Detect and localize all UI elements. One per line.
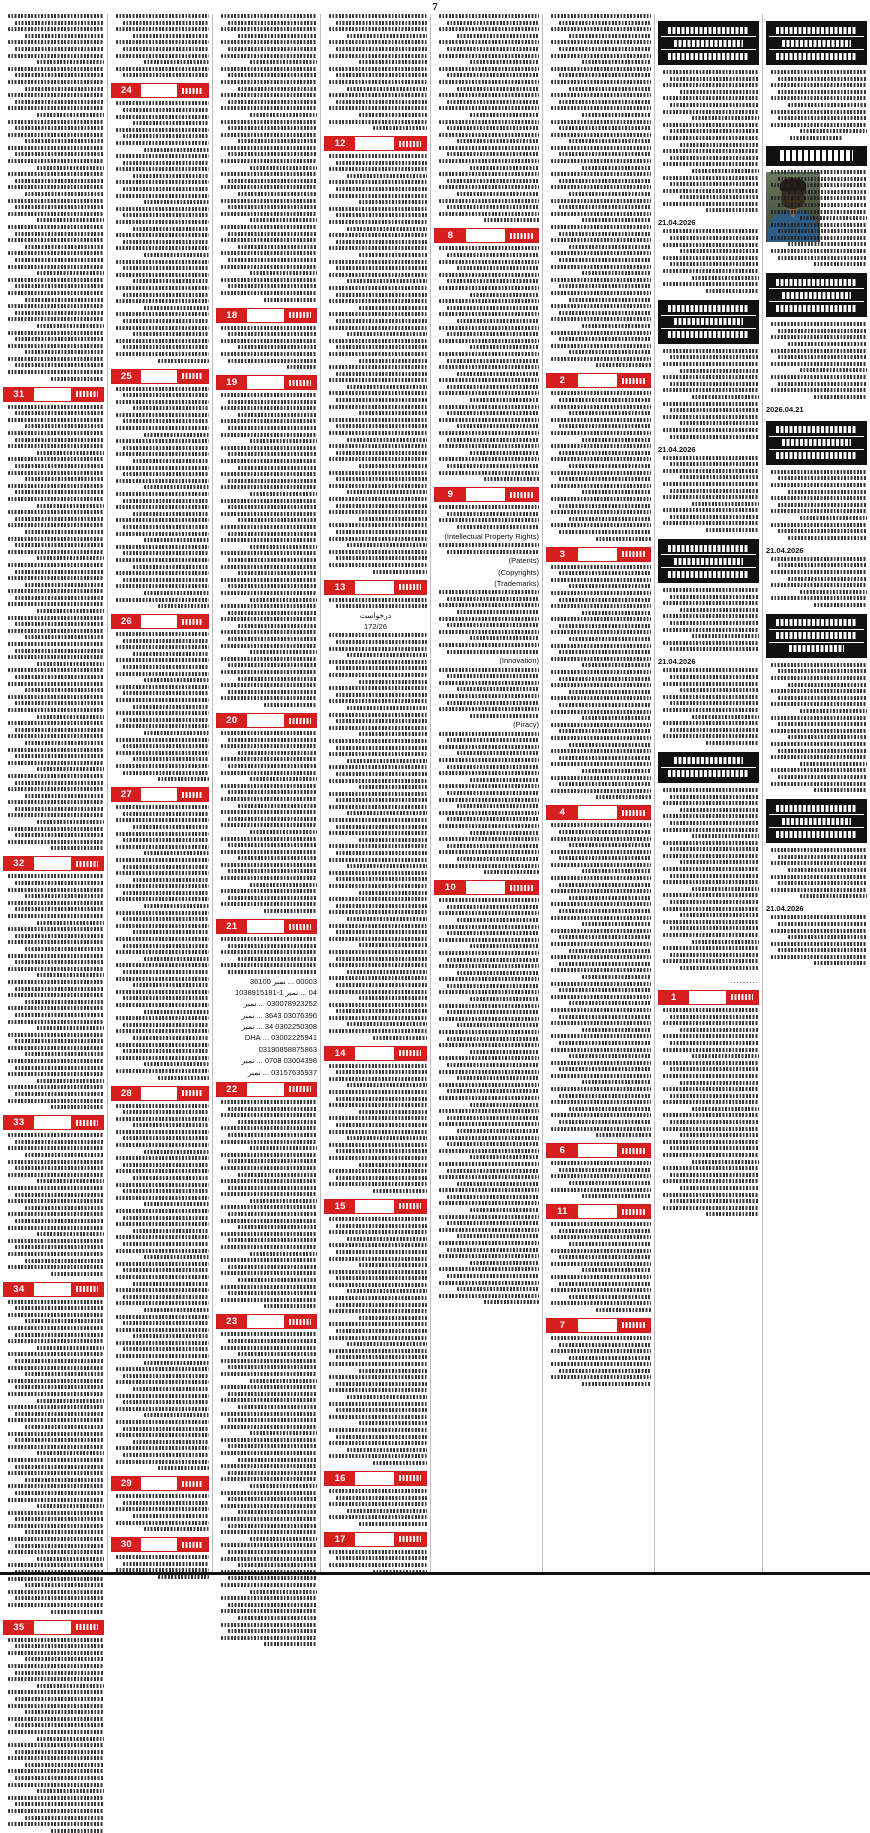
ad-11-header[interactable] [546,1204,651,1219]
ad-21-account-3: 03076396 3643 ... نمبر [241,1010,317,1020]
notice-2-date: 21.04.2026 [766,545,804,555]
ad-7-number: 7 [547,1319,578,1332]
news-lead-col3 [546,14,651,367]
ad-28-number: 28 [112,1087,141,1100]
ad-19-header[interactable] [216,375,317,390]
ad-8-number: 8 [435,229,466,242]
court-header-adlr [658,752,759,783]
ad-26-header[interactable] [111,614,209,629]
ad-27-body [111,805,209,1079]
ad-14-header[interactable] [324,1046,427,1061]
ad-28-tag [177,1087,208,1100]
notice-badar-sultan-6 [658,588,759,651]
ipr-term-2: (Patents) [508,556,539,566]
ad-29-tag [177,1477,208,1490]
ad-4-header[interactable] [546,805,651,820]
notice-adlr-closing: ......... [729,975,759,985]
ad-29-body [111,1494,209,1531]
ad-16-header[interactable] [324,1471,427,1486]
court-header-badar-sultan-1 [766,273,867,317]
notice-6-tail [658,668,759,745]
notice-badar-sultan-5 [658,349,759,439]
ad-9-header[interactable] [434,487,539,502]
news-lead-col5 [324,14,427,130]
ad-25-header[interactable] [111,369,209,384]
notice-1-date: 2026.04.21 [766,404,804,414]
notice-rafia-qureshi [766,70,867,140]
ad-34-header[interactable] [3,1282,104,1297]
ad-17-number: 17 [325,1533,355,1546]
notice-2-tail [766,557,867,607]
ad-16-number: 16 [325,1472,355,1485]
ad-32-body [3,874,104,1109]
ad-10-header[interactable] [434,880,539,895]
ad-21-account-6: 03190858875863 [258,1044,317,1054]
notice-4-date: 21.04.2026 [658,218,696,228]
ad-9-tag [505,488,538,501]
ad-31-body [3,405,104,851]
column-1 [763,14,870,1575]
ad-21-account-5: 03002225941 ... DHA [244,1033,317,1043]
ad-13-header[interactable] [324,580,427,595]
ad-26-body [111,632,209,781]
notice-adlr [658,788,759,970]
ad-17-body [324,1550,427,1574]
ad-18-header[interactable] [216,308,317,323]
ad-32-tag [71,857,103,870]
ad-13-darkhwast-label: درخواست [359,610,392,620]
ad-22-body [216,1100,317,1308]
notice-6-date: 21.04.2026 [658,657,696,667]
ad-30-number: 30 [112,1538,141,1551]
ad-3-tag [617,548,650,561]
ad-24-number: 24 [112,84,141,97]
notice-5-tail [658,456,759,533]
ad-24-body [111,101,209,362]
ad-12-header[interactable] [324,136,427,151]
page-bottom-rule [0,1572,870,1575]
notice-badar-sultan-3 [766,848,867,898]
ad-20-tag [284,714,316,727]
ad-2-body [546,391,651,540]
ad-34-body [3,1300,104,1614]
ad-34-number: 34 [4,1283,34,1296]
column-6 [213,14,321,1575]
ad-6-header[interactable] [546,1143,651,1158]
ad-24-tag [177,84,208,97]
ad-14-number: 14 [325,1047,355,1060]
ad-21-header[interactable] [216,919,317,934]
ad-9-body-b [434,590,539,653]
notice-4-tail [658,229,759,292]
ad-1-body [658,1008,759,1216]
ad-11-number: 11 [547,1205,578,1218]
ad-3-number: 3 [547,548,578,561]
ad-27-tag [177,788,208,801]
ad-34-tag [71,1283,103,1296]
ad-6-body [546,1161,651,1198]
ad-6-number: 6 [547,1144,578,1157]
ad-30-body [111,1555,209,1579]
ad-4-tag [617,806,650,819]
ad-14-tag [394,1047,426,1060]
ad-18-number: 18 [217,309,247,322]
news-lead-col7 [111,14,209,77]
ad-16-tag [394,1472,426,1485]
ad-10-tag [505,881,538,894]
ad-3-header[interactable] [546,547,651,562]
ad-21-account-4: 0302250308 34 ... نمبر [241,1022,317,1032]
ad-19-body [216,393,317,707]
news-lead-col4 [434,14,539,222]
ad-7-header[interactable] [546,1318,651,1333]
ad-2-number: 2 [547,374,578,387]
ad-13-body [324,633,427,1039]
court-header-badar-sultan-5 [658,300,759,344]
ad-15-header[interactable] [324,1199,427,1214]
ad-7-tag [617,1319,650,1332]
ad-27-number: 27 [112,788,141,801]
ad-13-tag [394,581,426,594]
ipr-term-6: (Innovation) [499,656,539,666]
ad-9-body-a [434,543,539,554]
ad-22-tag [284,1083,316,1096]
ad-21-account-0: 00003 ... نمبر 36100 [249,976,317,986]
ad-9-body-c [434,668,539,718]
notice-badar-sultan-2 [766,470,867,540]
ad-31-header[interactable] [3,387,104,402]
ad-8-header[interactable] [434,228,539,243]
ad-3-body [546,565,651,800]
ad-30-header[interactable] [111,1537,209,1552]
notice-5-date: 21.04.2026 [658,444,696,454]
ad-29-number: 29 [112,1477,141,1490]
ad-2-tag [617,374,650,387]
ad-24-header[interactable] [111,83,209,98]
ad-10-body [434,898,539,1304]
ad-19-number: 19 [217,376,247,389]
notice-badar-sultan-1 [766,322,867,399]
disownment-notice-with-photo [766,170,867,266]
ad-12-tag [394,137,426,150]
ad-21-account-1: 04 ... نمبر 1-1038915181 [234,987,317,997]
column-grid [0,14,870,1633]
ad-17-tag [394,1533,426,1546]
ad-10-number: 10 [435,881,466,894]
ad-28-header[interactable] [111,1086,209,1101]
ad-8-tag [505,229,538,242]
ad-32-header[interactable] [3,856,104,871]
ad-1-tag [726,991,758,1004]
ad-7-body [546,1336,651,1386]
ad-21-body-top [216,937,317,974]
ad-16-body [324,1489,427,1526]
ad-2-header[interactable] [546,373,651,388]
news-lead-col8 [3,14,104,381]
column-5 [321,14,431,1575]
banner-aaq-nama-text [780,150,853,161]
ad-33-header[interactable] [3,1115,104,1130]
ad-33-number: 33 [4,1116,34,1129]
column-3 [543,14,655,1575]
ad-19-tag [284,376,316,389]
court-header-badar-sultan-6 [658,539,759,583]
ad-33-body [3,1133,104,1275]
ad-1-header[interactable] [658,990,759,1005]
ad-21-account-7: 03004398 0708 ... نمبر [241,1056,317,1066]
ad-15-tag [394,1200,426,1213]
ad-12-body [324,154,427,573]
page-number: 7 [432,1,438,13]
ad-20-body [216,731,317,913]
ad-22-number: 22 [217,1083,247,1096]
ad-21-tag [284,920,316,933]
ad-13-case-no: 172/26 [364,622,387,632]
ad-18-body [216,326,317,370]
ad-31-tag [71,388,103,401]
court-header-badar-sultan-4 [658,21,759,65]
notice-3-tail [766,915,867,965]
ad-30-tag [177,1538,208,1551]
ad-25-body [111,387,209,609]
ad-25-number: 25 [112,370,141,383]
column-7 [108,14,213,1575]
ad-9-body-d [434,732,539,874]
ad-21-number: 21 [217,920,247,933]
ad-35-body [3,1638,104,1833]
ad-1-number: 1 [659,991,689,1004]
ad-21-account-8: 03157635937 ... نمبر [247,1067,317,1077]
column-8 [0,14,108,1633]
ad-20-number: 20 [217,714,247,727]
court-header-badar-sultan-3 [766,799,867,843]
ad-23-body [216,1332,317,1646]
ad-17-header[interactable] [324,1532,427,1547]
ad-35-header[interactable] [3,1620,104,1635]
ad-26-number: 26 [112,615,141,628]
ipr-term-8: (Piracy) [513,720,539,730]
notice-tehsildar-1 [766,663,867,792]
ad-9-body-top [434,505,539,529]
column-4 [431,14,543,1575]
ipr-term-0: (Intellectual Property Rights) [444,531,539,541]
ad-11-body [546,1222,651,1312]
ad-15-body [324,1217,427,1465]
ad-28-body [111,1104,209,1471]
ad-6-tag [617,1144,650,1157]
ad-25-tag [177,370,208,383]
ad-33-tag [71,1116,103,1129]
ad-14-body [324,1064,427,1193]
ad-18-tag [284,309,316,322]
banner-aaq-nama [766,146,867,166]
ad-9-number: 9 [435,488,466,501]
ad-35-number: 35 [4,1621,34,1634]
ipr-term-3: (Copyrights) [498,567,539,577]
ad-20-header[interactable] [216,713,317,728]
ad-12-number: 12 [325,137,355,150]
ad-4-body [546,823,651,1137]
ad-22-header[interactable] [216,1082,317,1097]
ad-8-body [434,246,539,481]
ad-26-tag [177,615,208,628]
court-header-rafia-qureshi [766,21,867,65]
news-lead-col6 [216,14,317,302]
column-2 [655,14,763,1575]
notice-3-date: 21.04.2026 [766,904,804,914]
ad-31-number: 31 [4,388,34,401]
ad-23-tag [284,1315,316,1328]
ad-21-account-2: 030078923252 ... نمبر [243,999,317,1009]
ad-13-body-top [324,598,427,609]
ad-23-header[interactable] [216,1314,317,1329]
ad-32-number: 32 [4,857,34,870]
ad-23-number: 23 [217,1315,247,1328]
ad-4-number: 4 [547,806,578,819]
ad-15-number: 15 [325,1200,355,1213]
ad-27-header[interactable] [111,787,209,802]
ad-11-tag [617,1205,650,1218]
ad-35-tag [71,1621,103,1634]
court-header-badar-sultan-2 [766,421,867,465]
ad-1-gap [689,991,727,1004]
notice-badar-sultan-4 [658,70,759,212]
ipr-term-4: (Trademarks) [494,578,539,588]
court-header-tehsildar-halqa-patwari-1 [766,614,867,658]
ad-13-number: 13 [325,581,355,594]
ad-29-header[interactable] [111,1476,209,1491]
